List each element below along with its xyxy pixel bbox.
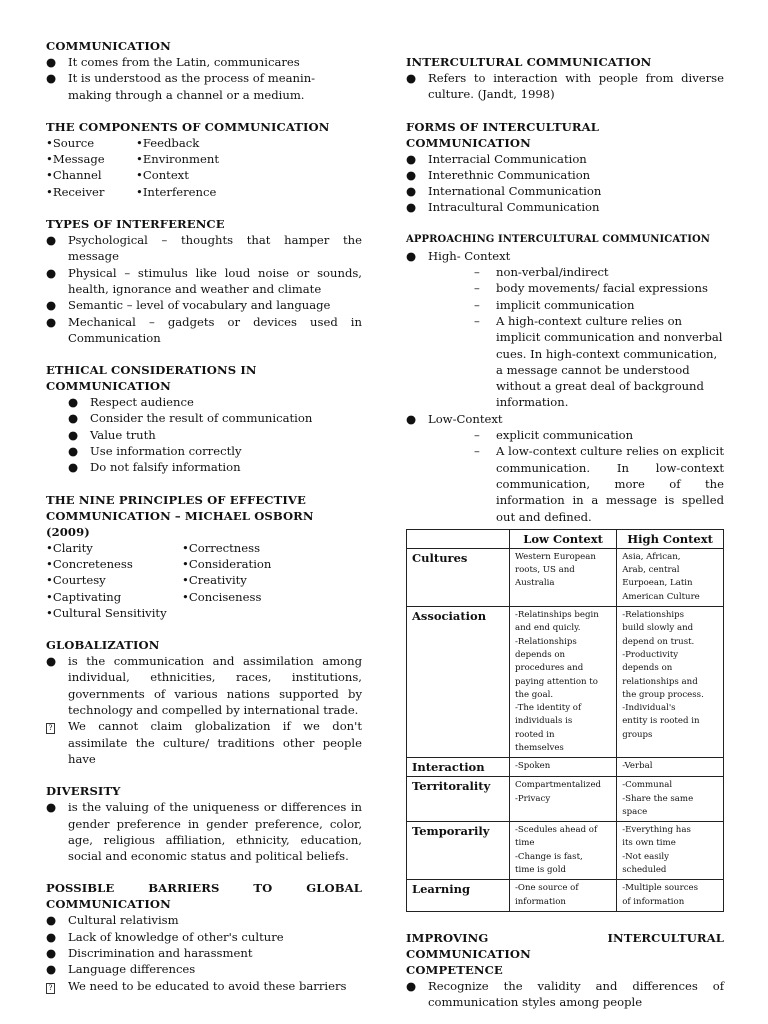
list-item: •Captivating <box>46 589 122 604</box>
list-item: ● International Communication <box>406 184 602 199</box>
list-item: •Interference <box>136 184 217 199</box>
list-item: ● Lack of knowledge of other's culture <box>46 929 284 944</box>
list-item: •Consideration <box>182 556 272 571</box>
cell-line: procedures and <box>515 663 584 674</box>
low-context-cell <box>510 880 617 912</box>
section-heading: (2009) <box>46 524 90 539</box>
list-item: ? We need to be educated to avoid these barriers <box>46 978 362 994</box>
cell-line: -The identity of <box>515 703 582 714</box>
list-item: ● Do not falsify information <box>68 460 241 475</box>
table-header-row <box>407 529 724 548</box>
section-heading: FORMS OF INTERCULTURAL COMMUNICATION <box>406 119 599 150</box>
cell-line: -Relatinships begin <box>515 610 599 621</box>
list-item: •Cultural Sensitivity <box>46 605 167 620</box>
cell-line: information <box>515 896 566 907</box>
section-heading: COMMUNICATION <box>46 897 171 912</box>
globalization-section <box>46 637 362 767</box>
section-heading: POSSIBLE BARRIERS TO GLOBAL <box>46 881 362 896</box>
list-item: ● Interracial Communication <box>406 151 587 166</box>
section-heading: DIVERSITY <box>46 784 121 799</box>
cell-line: -Not easily <box>622 851 669 862</box>
list-item: ● Semantic – level of vocabulary and language <box>46 298 331 313</box>
list-item: ? We cannot claim globalization if we don't assimilate the culture/ traditions other people have <box>46 718 362 767</box>
cell-line: and end quicly. <box>515 623 581 634</box>
cell-line: paying attention to <box>515 676 598 687</box>
table-row <box>407 548 724 606</box>
cell-line: groups <box>622 729 653 740</box>
low-context-cell <box>510 822 617 880</box>
list-item: ● Mechanical – gadgets or devices used in Communication <box>46 314 362 345</box>
components-list <box>46 135 362 200</box>
list-item: ● It is understood as the process of meanin- making through a channel or a medium. <box>46 71 316 102</box>
barriers-section <box>46 880 362 993</box>
list-item: ● Consider the result of communication <box>68 411 313 426</box>
list-item: ● Language differences <box>46 962 196 977</box>
list-item: – explicit communication <box>474 428 634 443</box>
table-row <box>407 822 724 880</box>
principles-list <box>46 540 362 621</box>
list-item: – A low-context culture relies on explicit communication. In low-context communication, more of the information in a message is spelled out and defined. <box>474 444 724 524</box>
low-context-cell <box>510 607 617 758</box>
approaching-section <box>406 232 724 525</box>
communication-section <box>46 38 362 103</box>
cell-line: -Productivity <box>622 649 679 660</box>
cell-line: themselves <box>515 742 564 753</box>
cell-line: -Verbal <box>622 761 653 772</box>
table-row <box>407 880 724 912</box>
cell-line: Eurpoean, Latin <box>622 578 693 589</box>
list-item: ● Cultural relativism <box>46 913 179 928</box>
row-label: Temporarily <box>407 822 510 880</box>
row-label: Territorality <box>407 777 510 822</box>
section-heading: IMPROVING INTERCULTURAL COMMUNICATION <box>406 930 724 961</box>
interference-section <box>46 216 362 346</box>
cell-line: space <box>622 806 648 817</box>
cell-line: American Culture <box>622 591 700 602</box>
cell-line: -Spoken <box>515 761 551 772</box>
cell-line: build slowly and <box>622 623 694 634</box>
cell-line: -Multiple sources <box>622 883 699 894</box>
table-body <box>407 548 724 911</box>
cell-line: the group process. <box>622 689 704 700</box>
row-label: Cultures <box>407 548 510 606</box>
list-item: •Receiver <box>46 184 105 199</box>
list-item: •Channel <box>46 168 102 183</box>
cell-line: roots, US and <box>515 565 575 576</box>
high-context-cell <box>617 607 724 758</box>
cell-line: -Change is fast, <box>515 851 583 862</box>
cell-line: -Relationships <box>515 636 577 647</box>
list-item: ● High- Context <box>406 248 511 263</box>
improving-section <box>406 930 724 1011</box>
high-context-cell <box>617 548 724 606</box>
section-heading: COMMUNICATION <box>46 39 171 53</box>
right-column <box>406 54 724 1011</box>
cell-line: rooted in <box>515 729 555 740</box>
cell-line: -Share the same <box>622 793 694 804</box>
section-heading: THE NINE PRINCIPLES OF EFFECTIVE <box>46 492 306 507</box>
cell-line: -One source of <box>515 883 579 894</box>
list-item: •Conciseness <box>182 589 262 604</box>
cell-line: relationships and <box>622 676 698 687</box>
section-heading: COMMUNICATION – MICHAEL OSBORN <box>46 508 314 523</box>
list-item: •Message <box>46 152 105 167</box>
cell-line: -Relationships <box>622 610 685 621</box>
cell-line: Asia, African, <box>622 551 681 562</box>
list-item: ● Interethnic Communication <box>406 167 591 182</box>
column-header: High Context <box>617 529 724 548</box>
list-item: •Feedback <box>136 135 200 150</box>
cell-line: the goal. <box>515 689 554 700</box>
section-heading: THE COMPONENTS OF COMMUNICATION <box>46 119 330 134</box>
context-comparison-table <box>406 529 724 912</box>
list-item: •Correctness <box>182 540 261 555</box>
low-context-cell <box>510 548 617 606</box>
low-context-cell <box>510 777 617 822</box>
list-item: ● is the communication and assimilation among individual, ethnicities, races, institutions, governments of various nations supported by technology and compelled by international trade. <box>46 654 362 718</box>
cell-line: time is gold <box>515 865 566 876</box>
list-item: – body movements/ facial expressions <box>474 281 708 296</box>
cell-line: Australia <box>515 578 555 589</box>
list-item: ● Refers to interaction with people from diverse culture. (Jandt, 1998) <box>406 71 724 102</box>
list-item: ● Physical – stimulus like loud noise or sounds, health, ignorance and weather and climate <box>46 265 362 296</box>
intercultural-section <box>406 54 724 103</box>
components-section <box>46 119 362 200</box>
high-context-cell <box>617 880 724 912</box>
cell-line: -Communal <box>622 780 673 791</box>
missing-glyph-icon: ? <box>46 723 55 734</box>
cell-line: Compartmentalized <box>515 780 602 791</box>
cell-line: Arab, central <box>622 565 680 576</box>
table-row <box>407 758 724 777</box>
cell-line: individuals is <box>515 716 573 727</box>
list-item: ● Discrimination and harassment <box>46 945 253 960</box>
column-header: Low Context <box>510 529 617 548</box>
list-item: ● Psychological – thoughts that hamper the message <box>46 233 362 264</box>
list-item: •Courtesy <box>46 573 106 588</box>
list-item: ● Intracultural Communication <box>406 200 600 215</box>
cell-line: -Privacy <box>515 793 551 804</box>
high-context-cell <box>617 822 724 880</box>
cell-line: depends on <box>622 663 673 674</box>
low-context-cell <box>510 758 617 777</box>
list-item: •Context <box>136 168 189 183</box>
cell-line: -Individual's <box>622 703 676 714</box>
list-item: ● Respect audience <box>68 395 194 410</box>
cell-line: depends on <box>515 649 566 660</box>
high-context-cell <box>617 758 724 777</box>
list-item: •Source <box>46 135 95 150</box>
list-item: – non-verbal/indirect <box>474 265 609 280</box>
row-label: Learning <box>407 880 510 912</box>
section-heading: INTERCULTURAL COMMUNICATION <box>406 55 652 69</box>
list-item: ● Low-Context <box>406 411 503 426</box>
cell-line: -Scedules ahead of <box>515 825 598 836</box>
left-column <box>46 38 362 1010</box>
list-item: – A high-context culture relies on implicit communication and nonverbal cues. In high-context communication, a message cannot be understood without a great deal of background information. <box>474 313 723 410</box>
cell-line: scheduled <box>622 865 667 876</box>
cell-line: entity is rooted in <box>622 716 700 727</box>
list-item: •Creativity <box>182 573 247 588</box>
section-heading: COMPETENCE <box>406 962 503 977</box>
missing-glyph-icon: ? <box>46 983 55 994</box>
list-item: •Environment <box>136 152 219 167</box>
section-heading: ETHICAL CONSIDERATIONS IN COMMUNICATION <box>46 363 257 394</box>
cell-line: time <box>515 838 535 849</box>
cell-line: depend on trust. <box>622 636 695 647</box>
list-item: ● Recognize the validity and differences of communication styles among people <box>406 978 724 1010</box>
cell-line: Western European <box>515 551 596 562</box>
table-row <box>407 607 724 758</box>
ethical-section <box>46 362 362 475</box>
list-item: •Clarity <box>46 540 93 555</box>
diversity-section <box>46 783 362 864</box>
cell-line: of information <box>622 896 685 907</box>
cell-line: its own time <box>622 838 676 849</box>
section-heading: TYPES OF INTERFERENCE <box>46 217 225 232</box>
row-label: Interaction <box>407 758 510 777</box>
high-context-cell <box>617 777 724 822</box>
list-item: •Concreteness <box>46 556 133 571</box>
row-label: Association <box>407 607 510 758</box>
section-heading: GLOBALIZATION <box>46 638 160 653</box>
list-item: ● Value truth <box>68 427 156 442</box>
list-item: ● It comes from the Latin, communicares <box>46 55 300 69</box>
forms-section <box>406 119 724 216</box>
table-header-empty <box>407 529 510 548</box>
list-item: ● Use information correctly <box>68 444 242 459</box>
table-row <box>407 777 724 822</box>
section-heading: APPROACHING INTERCULTURAL COMMUNICATION <box>406 233 711 245</box>
list-item: – implicit communication <box>474 297 635 312</box>
cell-line: -Everything has <box>622 825 691 836</box>
principles-section <box>46 492 362 621</box>
list-item: ● is the valuing of the uniqueness or differences in gender preference in gender preference, color, age, religious affiliation, ethnicity, education, social and economic status and political beliefs. <box>46 800 362 864</box>
